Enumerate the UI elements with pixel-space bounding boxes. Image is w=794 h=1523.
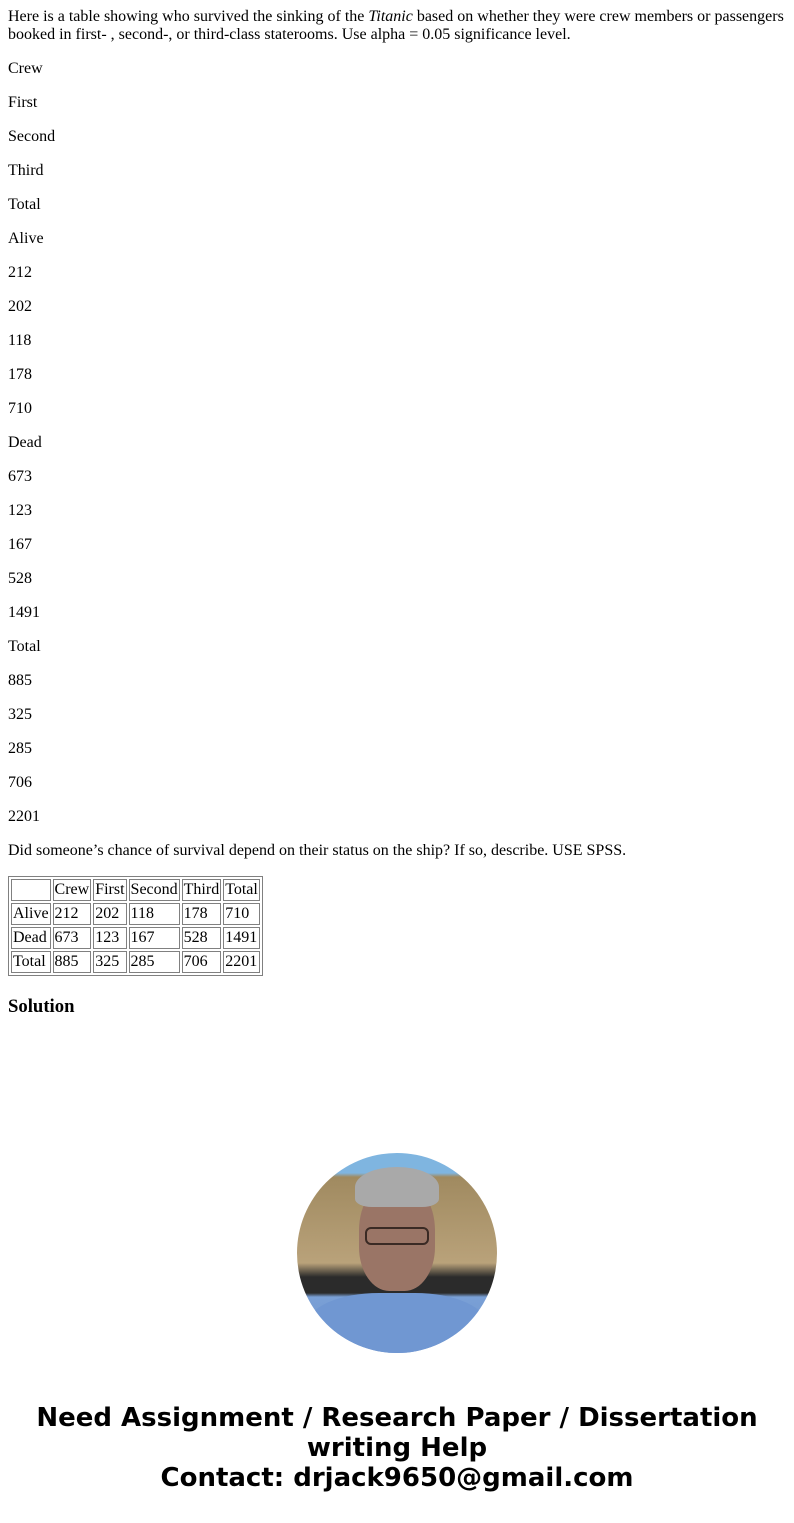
flat-cell: First xyxy=(8,94,38,111)
flat-cell: 528 xyxy=(8,570,32,587)
flat-cell: 325 xyxy=(8,706,32,723)
intro-text-end: based on whether they were crew members or passengers booked in first- , second-, or third-class staterooms. Use alpha = 0.05 significance level. xyxy=(8,8,784,43)
table-cell: 212 xyxy=(53,903,92,925)
table-cell: 123 xyxy=(93,927,126,949)
table-row xyxy=(11,927,260,949)
solution-heading: Solution xyxy=(8,996,75,1017)
table-header-cell xyxy=(11,879,51,901)
avatar-shirt xyxy=(307,1293,487,1353)
promo-line-1: Need Assignment / Research Paper / Dissertation xyxy=(36,1403,758,1433)
table-cell: 202 xyxy=(93,903,126,925)
flat-cell: 673 xyxy=(8,468,32,485)
flat-cell: Total xyxy=(8,196,41,213)
flat-cell: Crew xyxy=(8,60,43,77)
flat-cell: 178 xyxy=(8,366,32,383)
table-cell: 325 xyxy=(93,951,126,973)
table-cell: 885 xyxy=(53,951,92,973)
flat-cell: Third xyxy=(8,162,44,179)
table-header-cell: Crew xyxy=(53,879,92,901)
table-header-cell: Second xyxy=(129,879,180,901)
flat-cell: 167 xyxy=(8,536,32,553)
author-avatar xyxy=(297,1153,497,1353)
flat-cell: 885 xyxy=(8,672,32,689)
flat-cell: 1491 xyxy=(8,604,40,621)
avatar-hair xyxy=(355,1167,439,1207)
question-prompt: Did someone’s chance of survival depend on their status on the ship? If so, describe. USE SPSS. xyxy=(8,842,627,859)
table-header-row xyxy=(11,879,260,901)
table-cell: 178 xyxy=(182,903,222,925)
flat-cell: Second xyxy=(8,128,56,145)
table-cell: 285 xyxy=(129,951,180,973)
table-cell: 706 xyxy=(182,951,222,973)
flat-cell: 123 xyxy=(8,502,32,519)
promo-contact: Contact: drjack9650@gmail.com xyxy=(160,1463,634,1493)
table-cell: 528 xyxy=(182,927,222,949)
flat-cell: 710 xyxy=(8,400,32,417)
question-intro xyxy=(8,8,786,44)
table-row xyxy=(11,903,260,925)
promo-banner xyxy=(0,1403,794,1493)
table-cell: 673 xyxy=(53,927,92,949)
table-cell: 710 xyxy=(223,903,260,925)
survival-table xyxy=(8,876,263,976)
avatar-glasses xyxy=(365,1227,429,1245)
flat-cell: Alive xyxy=(8,230,44,247)
table-cell: 167 xyxy=(129,927,180,949)
flat-cell: 202 xyxy=(8,298,32,315)
flat-cell: Total xyxy=(8,638,41,655)
row-label-cell: Alive xyxy=(11,903,51,925)
flat-cell-list xyxy=(8,60,786,826)
flat-cell: 706 xyxy=(8,774,32,791)
table-header-cell: Third xyxy=(182,879,222,901)
flat-cell: 285 xyxy=(8,740,32,757)
flat-cell: 2201 xyxy=(8,808,40,825)
table-cell: 1491 xyxy=(223,927,260,949)
table-header-cell: Total xyxy=(223,879,260,901)
intro-text-start: Here is a table showing who survived the sinking of the xyxy=(8,8,369,25)
flat-cell: 118 xyxy=(8,332,32,349)
promo-line-2: writing Help xyxy=(306,1433,488,1463)
table-cell: 118 xyxy=(129,903,180,925)
row-label-cell: Total xyxy=(11,951,51,973)
table-header-cell: First xyxy=(93,879,126,901)
table-cell: 2201 xyxy=(223,951,260,973)
flat-cell: 212 xyxy=(8,264,32,281)
intro-text-italic: Titanic xyxy=(368,8,413,25)
table-row xyxy=(11,951,260,973)
row-label-cell: Dead xyxy=(11,927,51,949)
flat-cell: Dead xyxy=(8,434,42,451)
